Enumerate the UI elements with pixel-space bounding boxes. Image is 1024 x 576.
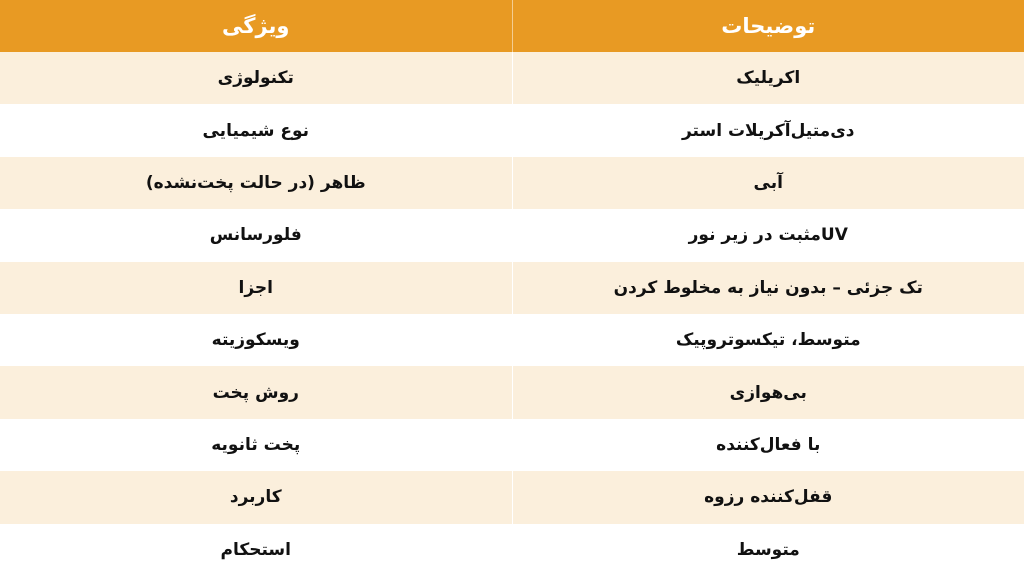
- cell-description: متوسط، تیکسوتروپیک: [675, 330, 861, 351]
- table-row: [0, 104, 1024, 156]
- cell-feature: ویسکوزیته: [0, 314, 513, 366]
- table-row: [0, 209, 1024, 261]
- table-row: [0, 524, 1024, 576]
- cell-feature: فلورسانس: [0, 209, 513, 261]
- cell-description: با فعال‌کننده: [716, 434, 821, 455]
- table-row: [0, 262, 1024, 314]
- header-feature: ویژگی: [0, 0, 513, 52]
- cell-description: قفل‌کننده رزوه: [704, 487, 833, 508]
- cell-description: بی‌هوازی: [729, 382, 807, 403]
- cell-feature: روش پخت: [0, 366, 513, 418]
- cell-feature: اجزا: [0, 262, 513, 314]
- header-description: توضیحات: [721, 14, 816, 38]
- table-row: [0, 52, 1024, 104]
- table-row: [0, 419, 1024, 471]
- cell-description: تک جزئی – بدون نیاز به مخلوط کردن: [613, 277, 923, 298]
- cell-feature: استحکام: [0, 524, 513, 576]
- table-row: [0, 157, 1024, 209]
- table-row: [0, 471, 1024, 523]
- table-row: [0, 366, 1024, 418]
- cell-description: آبی: [753, 172, 783, 193]
- cell-feature: نوع شیمیایی: [0, 104, 513, 156]
- cell-feature: کاربرد: [0, 471, 513, 523]
- cell-description: UVمثبت در زیر نور: [688, 225, 848, 246]
- cell-feature: تکنولوژی: [0, 52, 513, 104]
- cell-description: متوسط: [736, 539, 800, 560]
- table-header: [0, 0, 1024, 52]
- cell-description: دی‌متیل‌آکریلات استر: [681, 120, 855, 141]
- cell-feature: ظاهر (در حالت پخت‌نشده): [0, 157, 513, 209]
- cell-feature: پخت ثانویه: [0, 419, 513, 471]
- cell-description: اکریلیک: [736, 68, 801, 89]
- table-row: [0, 314, 1024, 366]
- table-body: [0, 52, 1024, 576]
